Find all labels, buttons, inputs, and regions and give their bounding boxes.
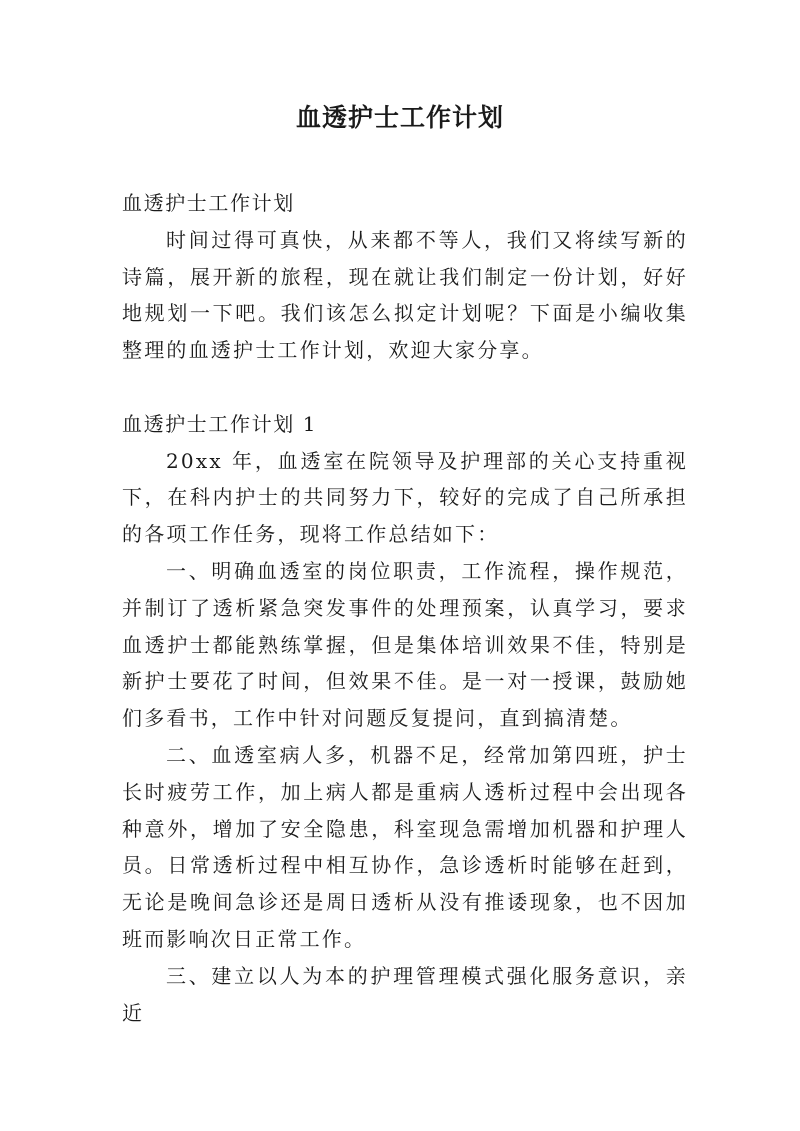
document-title: 血透护士工作计划: [295, 103, 504, 132]
intro-paragraph: 时间过得可真快，从来都不等人，我们又将续写新的诗篇，展开新的旅程，现在就让我们制定一份计划，好好地规划一下吧。我们该怎么拟定计划呢？下面是小编收集整理的血透护士工作计划，欢迎大家分享。: [122, 227, 688, 363]
document-body: [122, 185, 688, 1031]
body-paragraph: 二、血透室病人多，机器不足，经常加第四班，护士长时疲劳工作，加上病人都是重病人透析过程中会出现各种意外，增加了安全隐患，科室现急需增加机器和护理人员。日常透析过程中相互协作，急诊透析时能够在赶到，无论是晚间急诊还是周日透析从没有推诿现象，也不因加班而影响次日正常工作。: [122, 742, 688, 951]
paragraph-spacer: [122, 369, 688, 406]
intro-heading: 血透护士工作计划: [122, 191, 295, 215]
body-paragraph: 20xx 年，血透室在院领导及护理部的关心支持重视下，在科内护士的共同努力下，较好的完成了自己所承担的各项工作任务，现将工作总结如下：: [122, 448, 688, 547]
body-paragraph: 三、建立以人为本的护理管理模式强化服务意识，亲近: [122, 963, 688, 1025]
body-paragraph: 一、明确血透室的岗位职责，工作流程，操作规范，并制订了透析紧急突发事件的处理预案，认真学习，要求血透护士都能熟练掌握，但是集体培训效果不佳，特别是新护士要花了时间，但效果不佳。是一对一授课，鼓励她们多看书，工作中针对问题反复提问，直到搞清楚。: [122, 558, 688, 731]
section-heading: 血透护士工作计划 1: [122, 411, 318, 436]
